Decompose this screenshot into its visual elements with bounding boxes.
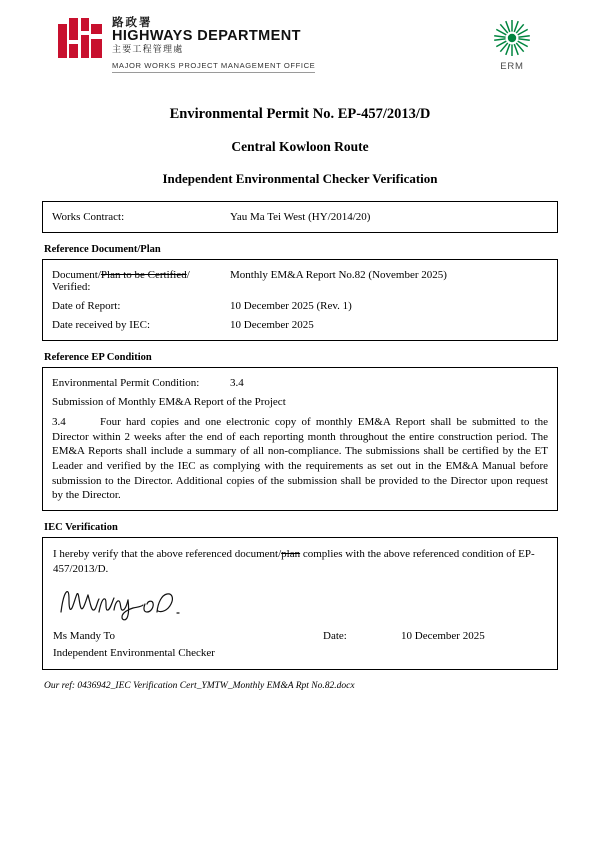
- condition-sub-heading: Submission of Monthly EM&A Report of the Project: [52, 396, 286, 408]
- document-subtitle: Independent Environmental Checker Verification: [162, 171, 438, 186]
- document-verified-label: [52, 269, 230, 293]
- highways-department-mark-icon: [58, 18, 104, 58]
- signer-role: Independent Environmental Checker: [53, 647, 215, 660]
- reference-document-section-label: Reference Document/Plan: [44, 244, 161, 255]
- date-value: 10 December 2025: [401, 630, 485, 643]
- date-of-report-label: Date of Report:: [52, 300, 121, 312]
- reference-condition-section-label: Reference EP Condition: [44, 352, 152, 363]
- works-contract-box: [42, 201, 558, 233]
- handwritten-signature-icon: [57, 582, 207, 624]
- erm-burst-icon: [492, 18, 532, 58]
- logo-english-title: HIGHWAYS DEPARTMENT: [112, 28, 301, 45]
- statement-pre: I hereby verify that the above referenced document/: [53, 547, 282, 560]
- signature: [57, 582, 547, 624]
- project-title: Central Kowloon Route: [231, 139, 369, 154]
- iec-verification-section-label: IEC Verification: [44, 521, 118, 533]
- date-received-value: 10 December 2025: [230, 319, 314, 331]
- condition-clause: [52, 415, 548, 503]
- document-verified-label-strike: Plan to be Certified: [100, 269, 187, 281]
- page-title: Environmental Permit No. EP-457/2013/D: [169, 106, 431, 122]
- table-row: [52, 319, 548, 331]
- table-row: [52, 269, 548, 293]
- date-received-label: Date received by IEC:: [52, 319, 151, 331]
- ep-condition-label: Environmental Permit Condition:: [52, 377, 200, 389]
- works-contract-value: Yau Ma Tei West (HY/2014/20): [230, 211, 371, 223]
- signer-row: [53, 630, 547, 642]
- document-header: [42, 16, 558, 80]
- table-row: [52, 300, 548, 312]
- logo-chinese-title: 路政署: [112, 15, 153, 29]
- logo-english-subtitle: MAJOR WORKS PROJECT MANAGEMENT OFFICE: [112, 62, 315, 73]
- signer-name: Ms Mandy To: [53, 630, 115, 643]
- works-contract-label: Works Contract:: [52, 211, 125, 223]
- date-label: Date:: [323, 630, 347, 643]
- table-row: [52, 377, 548, 389]
- erm-logo: [492, 16, 558, 72]
- document-titles: [42, 106, 558, 187]
- reference-condition-box: [42, 367, 558, 511]
- document-verified-value: Monthly EM&A Report No.82 (November 2025): [230, 269, 447, 281]
- document-verified-label-pre: Document/: [52, 269, 101, 281]
- logo-chinese-subtitle: 主要工程管理處: [112, 45, 184, 56]
- iec-verification-box: [42, 537, 558, 671]
- iec-verification-statement: [53, 547, 547, 577]
- document-verified-label-post: / Verified:: [52, 269, 190, 293]
- our-reference: Our ref: 0436942_IEC Verification Cert_YMTW_Monthly EM&A Rpt No.82.docx: [44, 681, 355, 692]
- reference-document-box: [42, 259, 558, 341]
- ep-condition-value: 3.4: [230, 377, 244, 389]
- clause-number: 3.4: [52, 416, 66, 428]
- statement-post: complies with the above referenced condition of EP-457/2013/D.: [53, 547, 535, 575]
- highways-department-logo: [42, 16, 315, 73]
- statement-strike: plan: [281, 547, 301, 560]
- clause-text: Four hard copies and one electronic copy of monthly EM&A Report shall be submitted to the Director within 2 weeks after the end of each reporting month throughout the entire construction period. The EM&A Reports shall include a summary of all non-compliance. The submissions shall be certified by the ET Leader and verified by the IEC as complying with the requirements as set out in the EM&A Manual before submission to the Director. Additional copies of the submission shall be provided to the Director upon request by the Director.: [52, 416, 548, 502]
- date-of-report-value: 10 December 2025 (Rev. 1): [230, 300, 352, 312]
- erm-label: ERM: [500, 61, 524, 72]
